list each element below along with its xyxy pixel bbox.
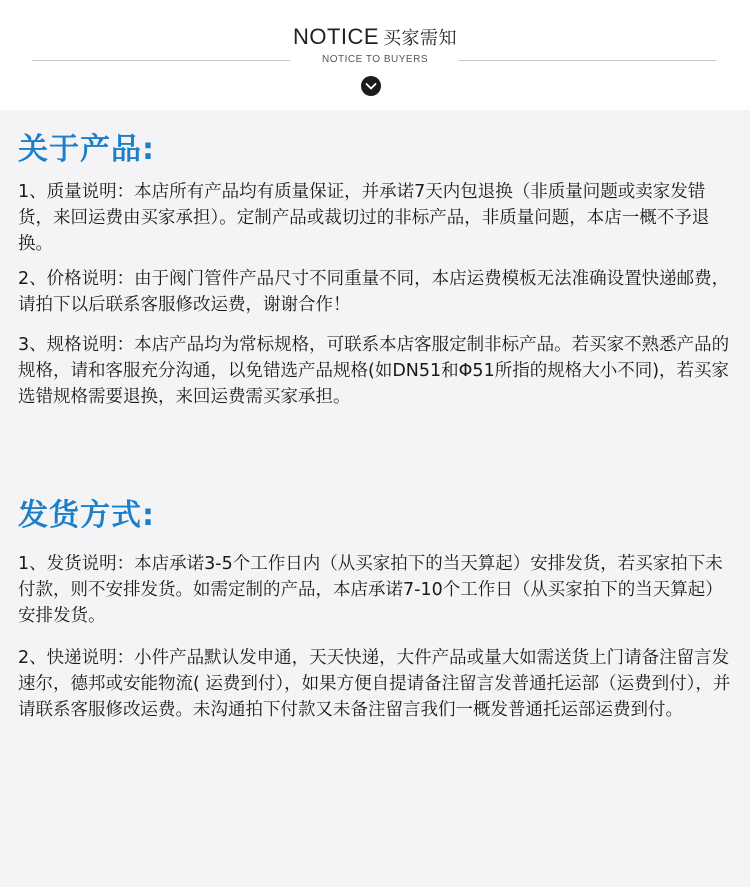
item-text: ：本店承诺3-5个工作日内（从买家拍下的当天算起）安排发货，若买家拍下未付款，则不安排发货。如需定制的产品，本店承诺7-10个工作日（从买家拍下的当天算起）安排发货。: [18, 554, 723, 626]
item-label: 2、快递说明: [18, 648, 117, 668]
item-label: 1、质量说明: [18, 182, 117, 202]
notice-header: [0, 0, 750, 110]
shipping-item-courier: [18, 645, 734, 723]
item-text: ：由于阀门管件产品尺寸不同重量不同，本店运费模板无法准确设置快递邮费，请拍下以后联系客服修改运费，谢谢合作！: [18, 269, 730, 315]
item-label: 1、发货说明: [18, 554, 117, 574]
item-label: 2、价格说明: [18, 269, 117, 289]
product-item-quality: [18, 179, 734, 257]
notice-subtitle: NOTICE TO BUYERS: [322, 54, 428, 65]
item-text: ：本店所有产品均有质量保证，并承诺7天内包退换（非质量问题或卖家发错货，来回运费由买家承担）。定制产品或裁切过的非标产品，非质量问题，本店一概不予退换。: [18, 182, 710, 254]
section-heading-shipping: 发货方式:: [18, 498, 155, 533]
product-item-price: [18, 266, 734, 318]
notice-title: [0, 24, 750, 50]
item-text: ：本店产品均为常标规格，可联系本店客服定制非标产品。若买家不熟悉产品的规格，请和客服充分沟通，以免错选产品规格(如DN51和Φ51所指的规格大小不同)，若买家选错规格需要退换，来回运费需买家承担。: [18, 335, 730, 407]
chevron-down-icon: [361, 76, 381, 96]
item-label: 3、规格说明: [18, 335, 117, 355]
section-heading-product: 关于产品:: [18, 132, 155, 167]
shipping-item-dispatch: [18, 551, 734, 629]
notice-title-en: NOTICE: [292, 24, 380, 49]
notice-title-cn: 买家需知: [383, 28, 458, 49]
product-item-spec: [18, 332, 734, 410]
item-text: ：小件产品默认发申通，天天快递，大件产品或量大如需送货上门请备注留言发速尔，德邦或安能物流( 运费到付），如果方便自提请备注留言发普通托运部（运费到付），并请联系客服修改运费。未沟通拍下付款又未备注留言我们一概发普通托运部运费到付。: [18, 648, 731, 720]
